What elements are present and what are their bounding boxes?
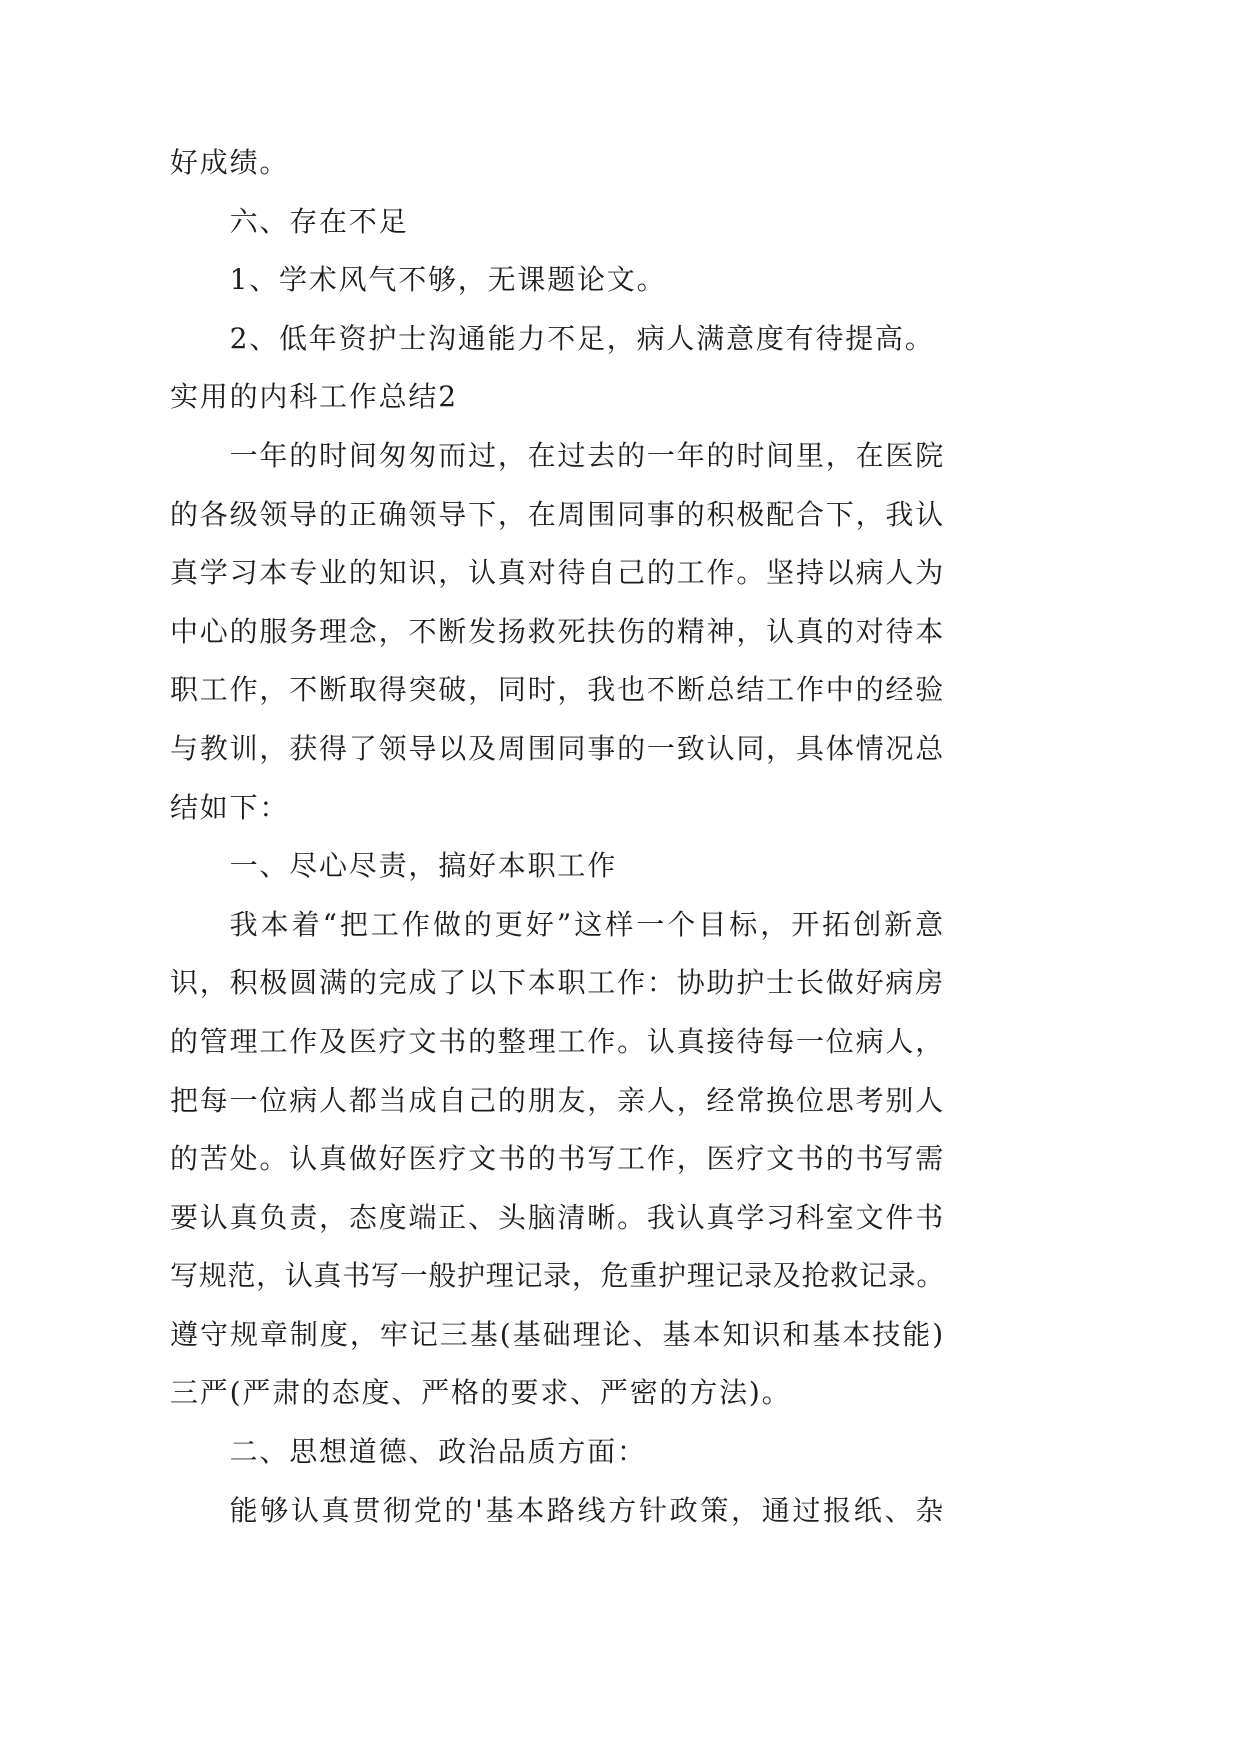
paragraph-line: 结如下： [170, 790, 290, 824]
paragraph-line: 职工作，不断取得突破，同时，我也不断总结工作中的经验 [170, 673, 945, 707]
paragraph-line: 的苦处。认真做好医疗文书的书写工作，医疗文书的书写需 [170, 1142, 945, 1176]
paragraph-line: 我本着“把工作做的更好”这样一个目标，开拓创新意 [229, 907, 945, 941]
document-body [170, 134, 945, 1540]
paragraph-line: 遵守规章制度，牢记三基(基础理论、基本知识和基本技能) [170, 1317, 945, 1351]
paragraph-line: 写规范，认真书写一般护理记录，危重护理记录及抢救记录。 [170, 1259, 945, 1293]
section-heading: 六、存在不足 [229, 204, 409, 238]
paragraph-line: 中心的服务理念，不断发扬救死扶伤的精神，认真的对待本 [170, 614, 945, 648]
paragraph-line: 的管理工作及医疗文书的整理工作。认真接待每一位病人， [170, 1024, 945, 1058]
paragraph-line: 能够认真贯彻党的'基本路线方针政策，通过报纸、杂 [229, 1493, 945, 1527]
paragraph-line: 与教训，获得了领导以及周围同事的一致认同，具体情况总 [170, 731, 945, 765]
list-item: 2、低年资护士沟通能力不足，病人满意度有待提高。 [229, 321, 935, 355]
paragraph-line: 好成绩。 [170, 146, 290, 179]
paragraph-line: 把每一位病人都当成自己的朋友，亲人，经常换位思考别人 [170, 1083, 945, 1117]
section-heading: 二、思想道德、政治品质方面： [229, 1435, 647, 1469]
paragraph-line: 三严(严肃的态度、严格的要求、严密的方法)。 [170, 1376, 792, 1410]
paragraph-line: 要认真负责，态度端正、头脑清晰。我认真学习科室文件书 [170, 1200, 945, 1234]
paragraph-line: 真学习本专业的知识，认真对待自己的工作。坚持以病人为 [170, 556, 945, 590]
section-heading: 一、尽心尽责，搞好本职工作 [229, 849, 617, 883]
paragraph-line: 的各级领导的正确领导下，在周围同事的积极配合下，我认 [170, 497, 945, 531]
document-title: 实用的内科工作总结2 [170, 380, 458, 414]
paragraph-line: 识，积极圆满的完成了以下本职工作：协助护士长做好病房 [170, 966, 945, 1000]
list-item: 1、学术风气不够，无课题论文。 [229, 263, 667, 297]
paragraph-line: 一年的时间匆匆而过，在过去的一年的时间里，在医院 [229, 438, 945, 472]
